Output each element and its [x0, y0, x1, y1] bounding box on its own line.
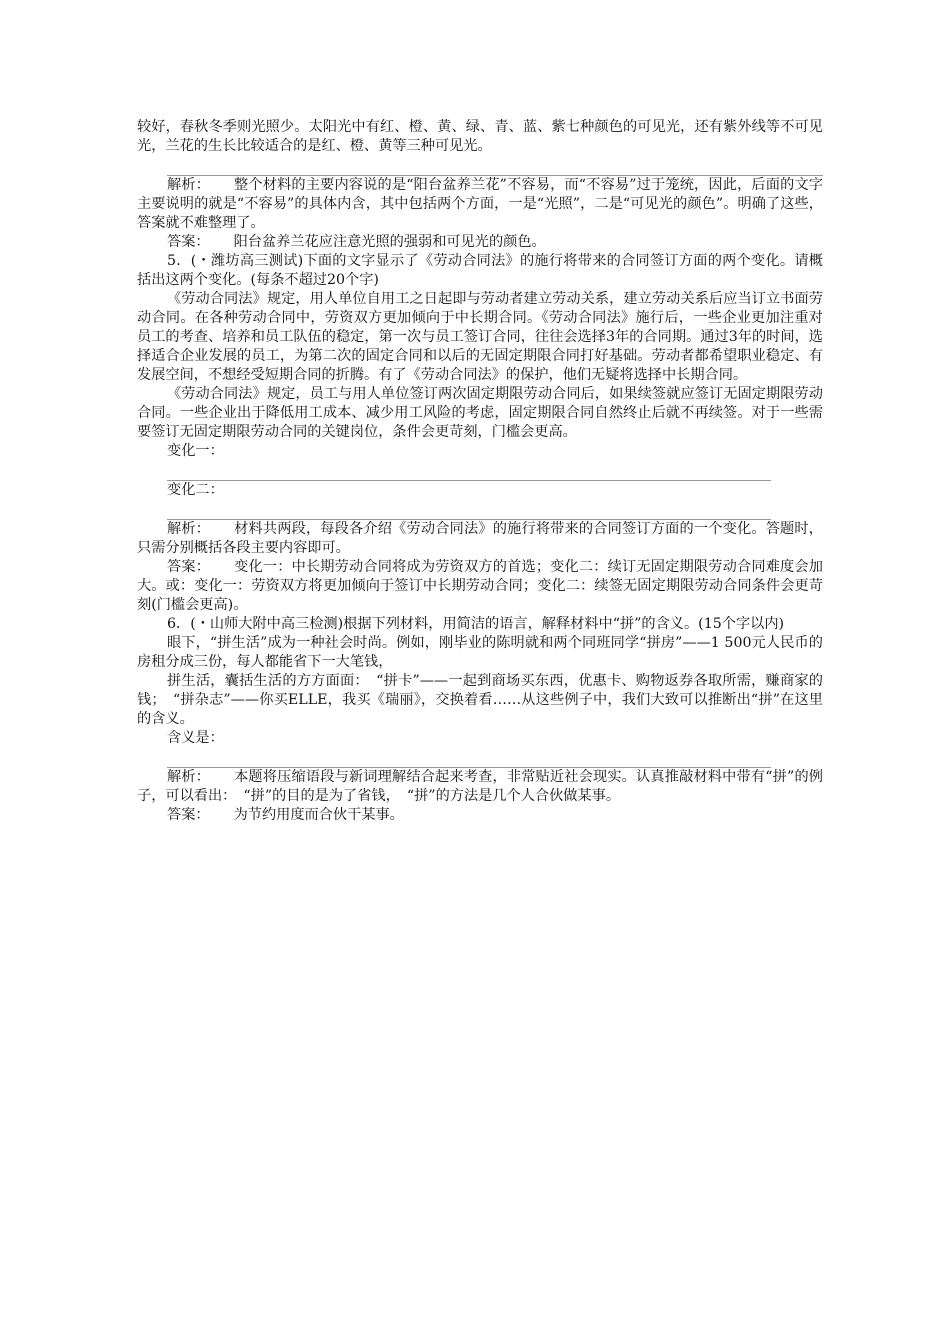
q6-para2: 拼生活，囊括生活的方方面面： “拼卡”——一起到商场买东西，优惠卡、购物返券各取所需，赚商家的钱； “拼杂志”——你买ELLE，我买《瑞丽》，交换着看……从这些例子中，我们大致可以推断出“拼”在这里的含义。 [137, 673, 823, 727]
q6-meaning: 含义是： [167, 730, 224, 746]
q5-para2: 《劳动合同法》规定，员工与用人单位签订两次固定期限劳动合同后，如果续签就应签订无固定期限劳动合同。一些企业出于降低用工成本、减少用工风险的考虑，固定期限合同自然终止后就不再续签。对于一些需要签订无固定期限劳动合同的关键岗位，条件会更苛刻，门槛会更高。 [137, 386, 823, 440]
q4-analysis-text: 整个材料的主要内容说的是“阳台盆养兰花”不容易，而“不容易”过于笼统，因此，后面的文字主要说明的就是“不容易”的具体内含，其中包括两个方面，一是“光照”，二是“可见光的颜色”。明确了这些，答案就不难整理了。 [137, 177, 823, 231]
q5-change1: 变化一： [167, 443, 224, 459]
analysis-label: 解析： [167, 521, 211, 537]
blank-line [137, 748, 823, 767]
blank-line [137, 461, 823, 480]
q5-answer-text: 变化一：中长期劳动合同将成为劳资双方的首选；变化二：续订无固定期限劳动合同难度会加大。或：变化一：劳资双方将更加倾向于签订中长期劳动合同；变化二：续签无固定期限劳动合同条件会更苛刻(门槛会更高)。 [137, 559, 823, 613]
answer-label: 答案： [167, 807, 210, 823]
q5-analysis [137, 520, 823, 558]
q5-analysis-text: 材料共两段，每段各介绍《劳动合同法》的施行将带来的合同签订方面的一个变化。答题时，只需分别概括各段主要内容即可。 [137, 521, 823, 556]
q6-stem: 6．(・山师大附中高三检测)根据下列材料，用简洁的语言，解释材料中“拼”的含义。(15个字以内) [167, 616, 785, 632]
q6-analysis [137, 768, 823, 806]
answer-label: 答案： [167, 559, 211, 575]
q6-analysis-text: 本题将压缩语段与新词理解结合起来考查，非常贴近社会现实。认真推敲材料中带有“拼”的例子，可以看出： “拼”的目的是为了省钱， “拼”的方法是几个人合伙做某事。 [137, 769, 823, 804]
q6-para1: 眼下，“拼生活”成为一种社会时尚。例如，刚毕业的陈明就和两个同班同学“拼房”——1 500元人民币的房租分成三份，每人都能省下一大笔钱， [137, 635, 823, 670]
document-page [137, 118, 823, 825]
blank-line [137, 156, 823, 175]
q6-answer-text: 为节约用度而合伙干某事。 [233, 807, 404, 823]
q5-answer [137, 558, 823, 615]
q5-stem: 5．(・潍坊高三测试)下面的文字显示了《劳动合同法》的施行将带来的合同签订方面的两个变化。请概括出这两个变化。(每条不超过20个字) [137, 253, 823, 288]
analysis-label: 解析： [167, 769, 211, 785]
q5-para1: 《劳动合同法》规定，用人单位自用工之日起即与劳动者建立劳动关系，建立劳动关系后应当订立书面劳动合同。在各种劳动合同中，劳资双方更加倾向于中长期合同。《劳动合同法》施行后，一些企业更加注重对员工的考查、培养和员工队伍的稳定，第一次与员工签订合同，往往会选择3年的合同期。通过3年的时间，选择适合企业发展的员工，为第二次的固定合同和以后的无固定期限合同打好基础。劳动者都希望职业稳定、有发展空间，不想经受短期合同的折腾。有了《劳动合同法》的保护，他们无疑将选择中长期合同。 [137, 291, 823, 383]
intro-paragraph: 较好，春秋冬季则光照少。太阳光中有红、橙、黄、绿、青、蓝、紫七种颜色的可见光，还有紫外线等不可见光，兰花的生长比较适合的是红、橙、黄等三种可见光。 [137, 119, 823, 154]
q5-change2: 变化二： [167, 482, 224, 498]
q6-answer [137, 806, 823, 825]
q4-analysis [137, 176, 823, 233]
analysis-label: 解析： [167, 177, 211, 193]
answer-label: 答案： [167, 234, 210, 250]
blank-line [137, 500, 823, 519]
q4-answer-text: 阳台盆养兰花应注意光照的强弱和可见光的颜色。 [233, 234, 546, 250]
q4-answer [137, 233, 823, 252]
